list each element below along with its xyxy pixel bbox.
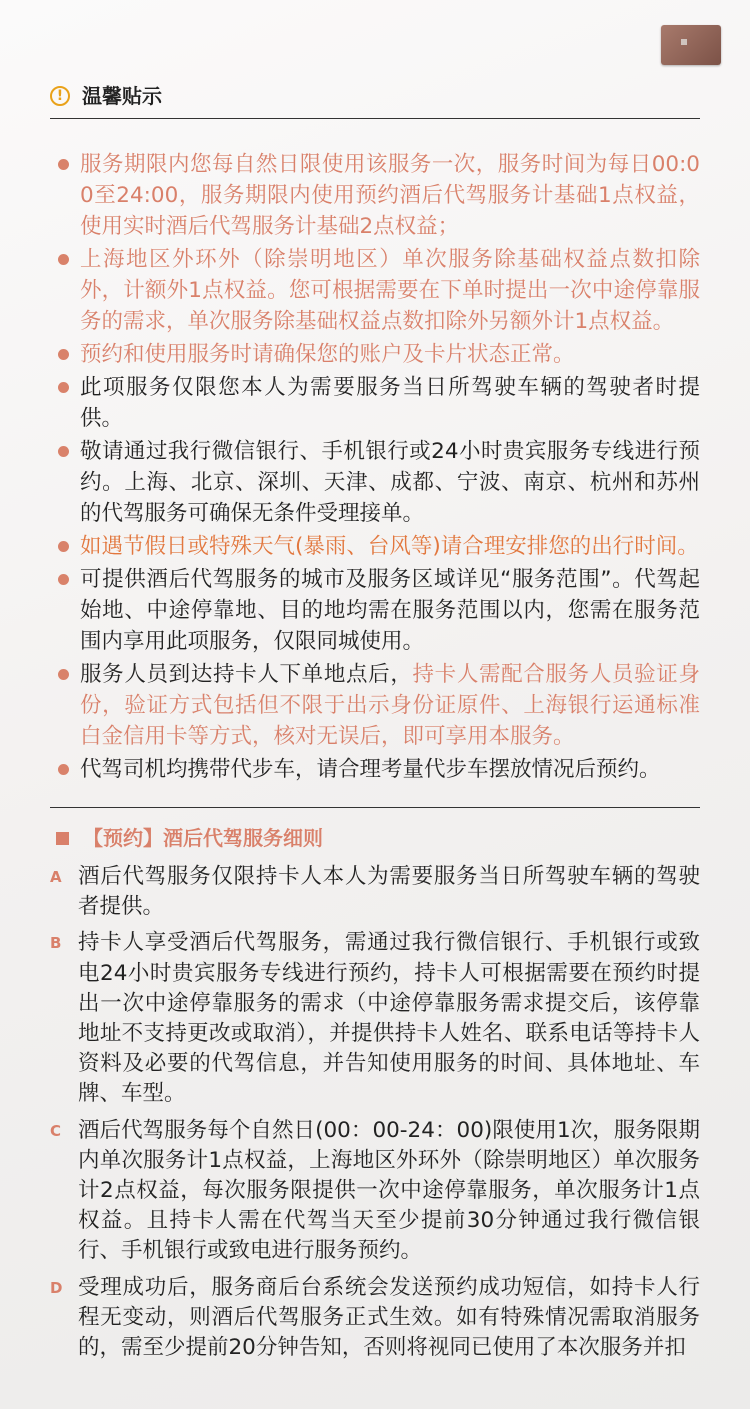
notice-header xyxy=(50,82,700,110)
notice-text xyxy=(80,754,700,785)
rule-letter: C xyxy=(50,1121,62,1140)
notice-text-segment: 服务人员到达持卡人下单地点后， xyxy=(80,662,413,687)
notice-text-segment: 此项服务仅限您本人为需要服务当日所驾驶车辆的驾驶者时提供。 xyxy=(80,375,700,431)
notice-list xyxy=(55,149,700,785)
notice-item xyxy=(55,149,700,242)
notice-text xyxy=(80,564,700,657)
rules-header xyxy=(56,824,700,852)
rule-item xyxy=(50,1116,700,1267)
rules-list xyxy=(50,862,700,1363)
rule-letter: B xyxy=(50,934,62,953)
notice-text-segment: 如遇节假日或特殊天气(暴雨、台风等)请合理安排您的出行时间。 xyxy=(80,534,699,559)
notice-text-segment: 持卡人需配合服务人员验证身份，验证方式包括但不限于出示身份证原件、上海银行运通标准白金信用卡等方式，核对无误后，即可享用本服务。 xyxy=(80,662,700,749)
divider xyxy=(50,118,700,119)
notice-text xyxy=(80,244,700,337)
rule-item xyxy=(50,862,700,922)
notice-item xyxy=(55,436,700,529)
notice-item xyxy=(55,244,700,337)
credit-card-image xyxy=(661,25,721,65)
bullet-dot-icon xyxy=(58,764,69,775)
bullet-dot-icon xyxy=(58,669,69,680)
notice-text-segment: 预约和使用服务时请确保您的账户及卡片状态正常。 xyxy=(80,342,575,367)
notice-text-segment: 上海地区外环外（除崇明地区）单次服务除基础权益点数扣除外，计额外1点权益。您可根据需要在下单时提出一次中途停靠服务的需求，单次服务除基础权益点数扣除外另额外计1点权益。 xyxy=(80,247,700,334)
notice-text-segment: 代驾司机均携带代步车，请合理考量代步车摆放情况后预约。 xyxy=(80,757,661,782)
rule-item xyxy=(50,928,700,1109)
rule-text: 持卡人享受酒后代驾服务，需通过我行微信银行、手机银行或致电24小时贵宾服务专线进行预约，持卡人可根据需要在预约时提出一次中途停靠服务的需求（中途停靠服务需求提交后，该停靠地址不支持更改或取消），并提供持卡人姓名、联系电话等持卡人资料及必要的代驾信息，并告知使用服务的时间、具体地址、车牌、车型。 xyxy=(78,930,700,1107)
bullet-dot-icon xyxy=(58,349,69,360)
notice-text xyxy=(80,436,700,529)
card-chip xyxy=(681,39,687,45)
bullet-dot-icon xyxy=(58,159,69,170)
notice-title: 温馨贴示 xyxy=(82,84,162,108)
bullet-dot-icon xyxy=(58,254,69,265)
notice-text-segment: 服务期限内您每自然日限使用该服务一次，服务时间为每日00:00至24:00，服务期限内使用预约酒后代驾服务计基础1点权益，使用实时酒后代驾服务计基础2点权益； xyxy=(80,152,700,239)
notice-item xyxy=(55,659,700,752)
divider xyxy=(50,807,700,808)
notice-item xyxy=(55,564,700,657)
rule-text: 受理成功后，服务商后台系统会发送预约成功短信，如持卡人行程无变动，则酒后代驾服务正式生效。如有特殊情况需取消服务的，需至少提前20分钟告知，否则将视同已使用了本次服务并扣 xyxy=(78,1274,700,1361)
exclamation-circle-icon: ! xyxy=(50,86,70,106)
rule-text: 酒后代驾服务每个自然日(00：00-24：00)限使用1次，服务限期内单次服务计1点权益，上海地区外环外（除崇明地区）单次服务计2点权益，每次服务限提供一次中途停靠服务，单次服务计1点权益。且持卡人需在代驾当天至少提前30分钟通过我行微信银行、手机银行或致电进行服务预约。 xyxy=(78,1117,700,1264)
rule-item xyxy=(50,1273,700,1364)
notice-text xyxy=(80,372,700,434)
notice-text xyxy=(80,659,700,752)
bullet-dot-icon xyxy=(58,382,69,393)
rule-text: 酒后代驾服务仅限持卡人本人为需要服务当日所驾驶车辆的驾驶者提供。 xyxy=(78,864,700,920)
notice-item xyxy=(55,372,700,434)
rules-title: 【预约】酒后代驾服务细则 xyxy=(83,826,323,850)
rule-letter: A xyxy=(50,868,62,886)
notice-item xyxy=(55,339,700,370)
square-bullet-icon xyxy=(56,832,69,845)
bullet-dot-icon xyxy=(58,446,69,457)
notice-text-segment: 可提供酒后代驾服务的城市及服务区域详见“服务范围”。代驾起始地、中途停靠地、目的地均需在服务范围以内，您需在服务范围内享用此项服务，仅限同城使用。 xyxy=(80,567,700,654)
notice-text xyxy=(80,531,700,562)
notice-text-segment: 敬请通过我行微信银行、手机银行或24小时贵宾服务专线进行预约。上海、北京、深圳、天津、成都、宁波、南京、杭州和苏州的代驾服务可确保无条件受理接单。 xyxy=(80,439,700,526)
bullet-dot-icon xyxy=(58,574,69,585)
rule-letter: D xyxy=(50,1278,63,1297)
notice-text xyxy=(80,339,700,370)
notice-text xyxy=(80,149,700,242)
bullet-dot-icon xyxy=(58,541,69,552)
notice-item xyxy=(55,531,700,562)
notice-item xyxy=(55,754,700,785)
